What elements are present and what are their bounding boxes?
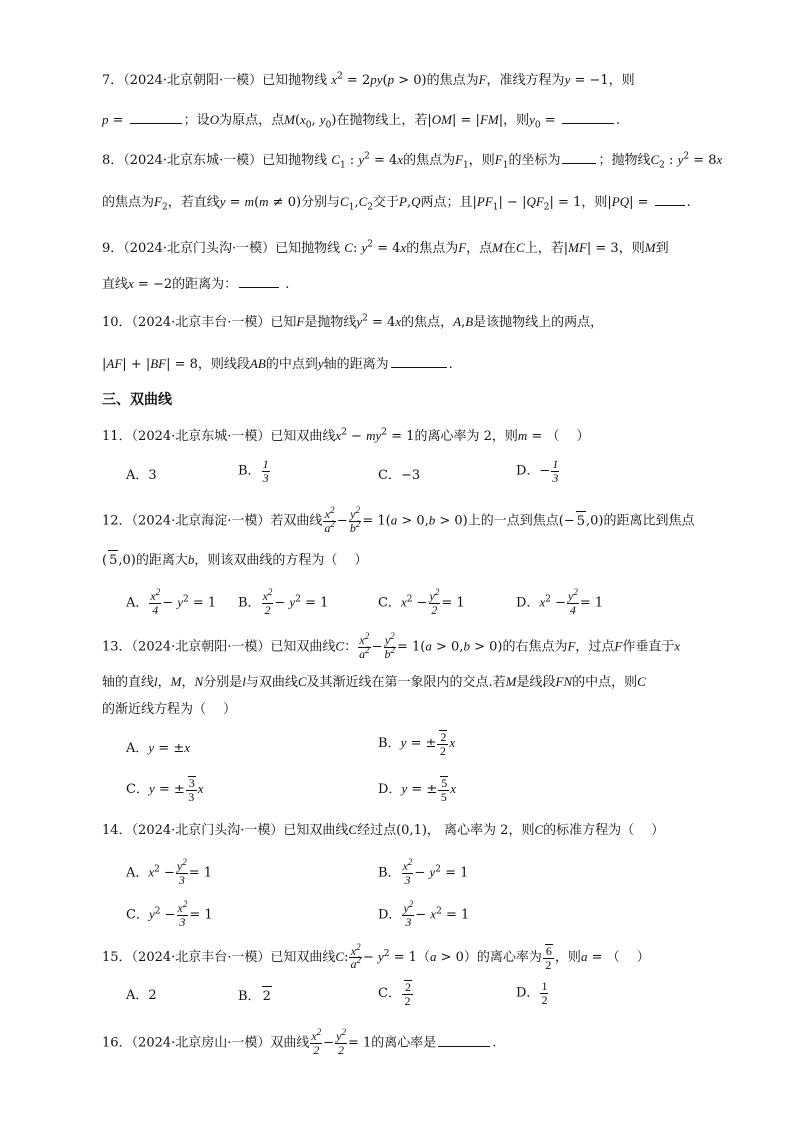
question-9-line-1: 9．（2024·北京门头沟·一模）已知抛物线 C: $y^2 = 4x$的焦点为F，点M在C上，若|MF| = 3，则M到 xyxy=(102,239,669,256)
option-b[interactable]: B． $\frac{x^2}{3}$ − $y^2 = 1$ xyxy=(378,857,469,887)
option-b[interactable]: B． $\frac{1}{3}$ xyxy=(238,457,269,485)
option-d[interactable]: D．$x^2$ − $\frac{y^2}{4}$ = 1 xyxy=(516,587,604,617)
answer-blank[interactable] xyxy=(391,355,447,368)
option-b[interactable]: B． $\frac{x^2}{2}$ − $y^2 = 1$ xyxy=(238,587,329,617)
question-10-line-1: 10．（2024·北京丰台·一模）已知F是抛物线$y^2 = 4x$的焦点，A,B是该抛物线上的两点， xyxy=(102,313,604,330)
question-16-line-1: 16．（2024·北京房山·一模）双曲线 $\frac{x^2}{2}$ − $\frac{y^2}{2}$ = 1的离心率是 . xyxy=(102,1027,497,1057)
option-c[interactable]: C．$y^2$ − $\frac{x^2}{3}$ = 1 xyxy=(126,899,213,929)
question-12-line-1: 12．（2024·北京海淀·一模）若双曲线 $\frac{x^2}{a^2}$ − $\frac{y^2}{b^2}$ = 1(a > 0,b > 0)上的一点到焦点(− 5,0)的距离比到焦点 xyxy=(102,505,695,535)
answer-blank[interactable] xyxy=(130,111,182,124)
option-c[interactable]: C．$x^2$ − $\frac{y^2}{2}$ = 1 xyxy=(378,587,465,617)
answer-blank[interactable] xyxy=(438,1034,490,1047)
question-8-line-2: 的焦点为$F_2$，若直线y = m(m ≠ 0)分别与$C_1,C_2$交于P,Q两点；且$|PF_1| - |QF_2| = 1$，则|PQ| = . xyxy=(102,194,691,213)
question-15-line-1: 15．（2024·北京丰台·一模）已知双曲线C: $\frac{x^2}{a^2}$ − $y^2 = 1(a > 0)$的离心率为 $\frac{6}{2}$ ，则a = （ ） xyxy=(102,941,650,972)
question-13-line-3: 的渐近线方程为（ ） xyxy=(102,702,237,717)
option-d[interactable]: D．− $\frac{1}{3}$ xyxy=(516,457,559,485)
answer-blank[interactable] xyxy=(562,111,614,124)
question-11-line-1: 11．（2024·北京东城·一模）已知双曲线$x^2 - my^2 = 1$的离心率为 2，则m = （ ） xyxy=(102,427,590,444)
question-8-line-1: 8．（2024·北京东城·一模）已知抛物线 $C_1$ : $y^2 = 4x$的焦点为$F_1$，则$F_1$的坐标为 ；抛物线$C_2$ : $y^2 = 8x$ xyxy=(102,151,723,171)
option-b[interactable]: B． 2 xyxy=(238,986,272,1007)
option-d[interactable]: D． $\frac{1}{2}$ xyxy=(516,979,548,1007)
option-a[interactable]: A．$x^2$ − $\frac{y^2}{3}$ = 1 xyxy=(126,857,213,887)
answer-blank[interactable] xyxy=(562,151,596,164)
option-b[interactable]: B．y = ± $\frac{2}{2}$ x xyxy=(378,730,456,758)
option-c[interactable]: C．−3 xyxy=(378,468,421,483)
option-c[interactable]: C． $\frac{2}{2}$ xyxy=(378,980,411,1008)
option-a[interactable]: A．3 xyxy=(126,468,157,483)
option-d[interactable]: D． $\frac{y^2}{3}$ − $x^2 = 1$ xyxy=(378,899,470,929)
answer-blank[interactable] xyxy=(239,275,279,288)
option-c[interactable]: C．y = ± $\frac{3}{3}$ x xyxy=(126,776,204,804)
option-a[interactable]: A．y = ±x xyxy=(126,740,191,756)
question-13-line-1: 13．（2024·北京朝阳·一模）已知双曲线C： $\frac{x^2}{a^2}$ − $\frac{y^2}{b^2}$ = 1(a > 0,b > 0)的右焦点为F，过点F作垂直于x xyxy=(102,631,681,661)
question-7-line-2: p = ；设O为原点，点$M(x_0$, $y_0$)在抛物线上，若|OM| = |FM|，则$y_0$ = . xyxy=(102,112,620,131)
question-12-line-2: ( 5,0)的距离大b，则该双曲线的方程为（ ） xyxy=(102,550,368,571)
question-14-line-1: 14．（2024·北京门头沟·一模）已知双曲线C经过点(0,1)， 离心率为 2，则C的标准方程为（ ） xyxy=(102,822,665,838)
question-9-line-2: 直线x = −2的距离为： . xyxy=(102,276,290,292)
question-10-line-2: |AF| + |BF| = 8，则线段AB的中点到y轴的距离为 . xyxy=(102,356,453,372)
option-a[interactable]: A．2 xyxy=(126,988,157,1003)
option-d[interactable]: D．y = ± $\frac{5}{5}$ x xyxy=(378,776,457,804)
option-a[interactable]: A． $\frac{x^2}{4}$ − $y^2 = 1$ xyxy=(126,587,217,617)
section-heading: 三、双曲线 xyxy=(102,392,172,408)
question-13-line-2: 轴的直线l，M，N分别是l与双曲线C及其渐近线在第一象限内的交点.若M是线段FN的中点，则C xyxy=(102,674,646,690)
answer-blank[interactable] xyxy=(655,193,685,206)
question-7-line-1: 7．（2024·北京朝阳·一模）已知抛物线 $x^2 = 2py(p > 0)$的焦点为F，准线方程为y = −1，则 xyxy=(102,71,635,88)
q7-source: 7．（2024·北京朝阳·一模）已知抛物线 xyxy=(102,73,328,88)
